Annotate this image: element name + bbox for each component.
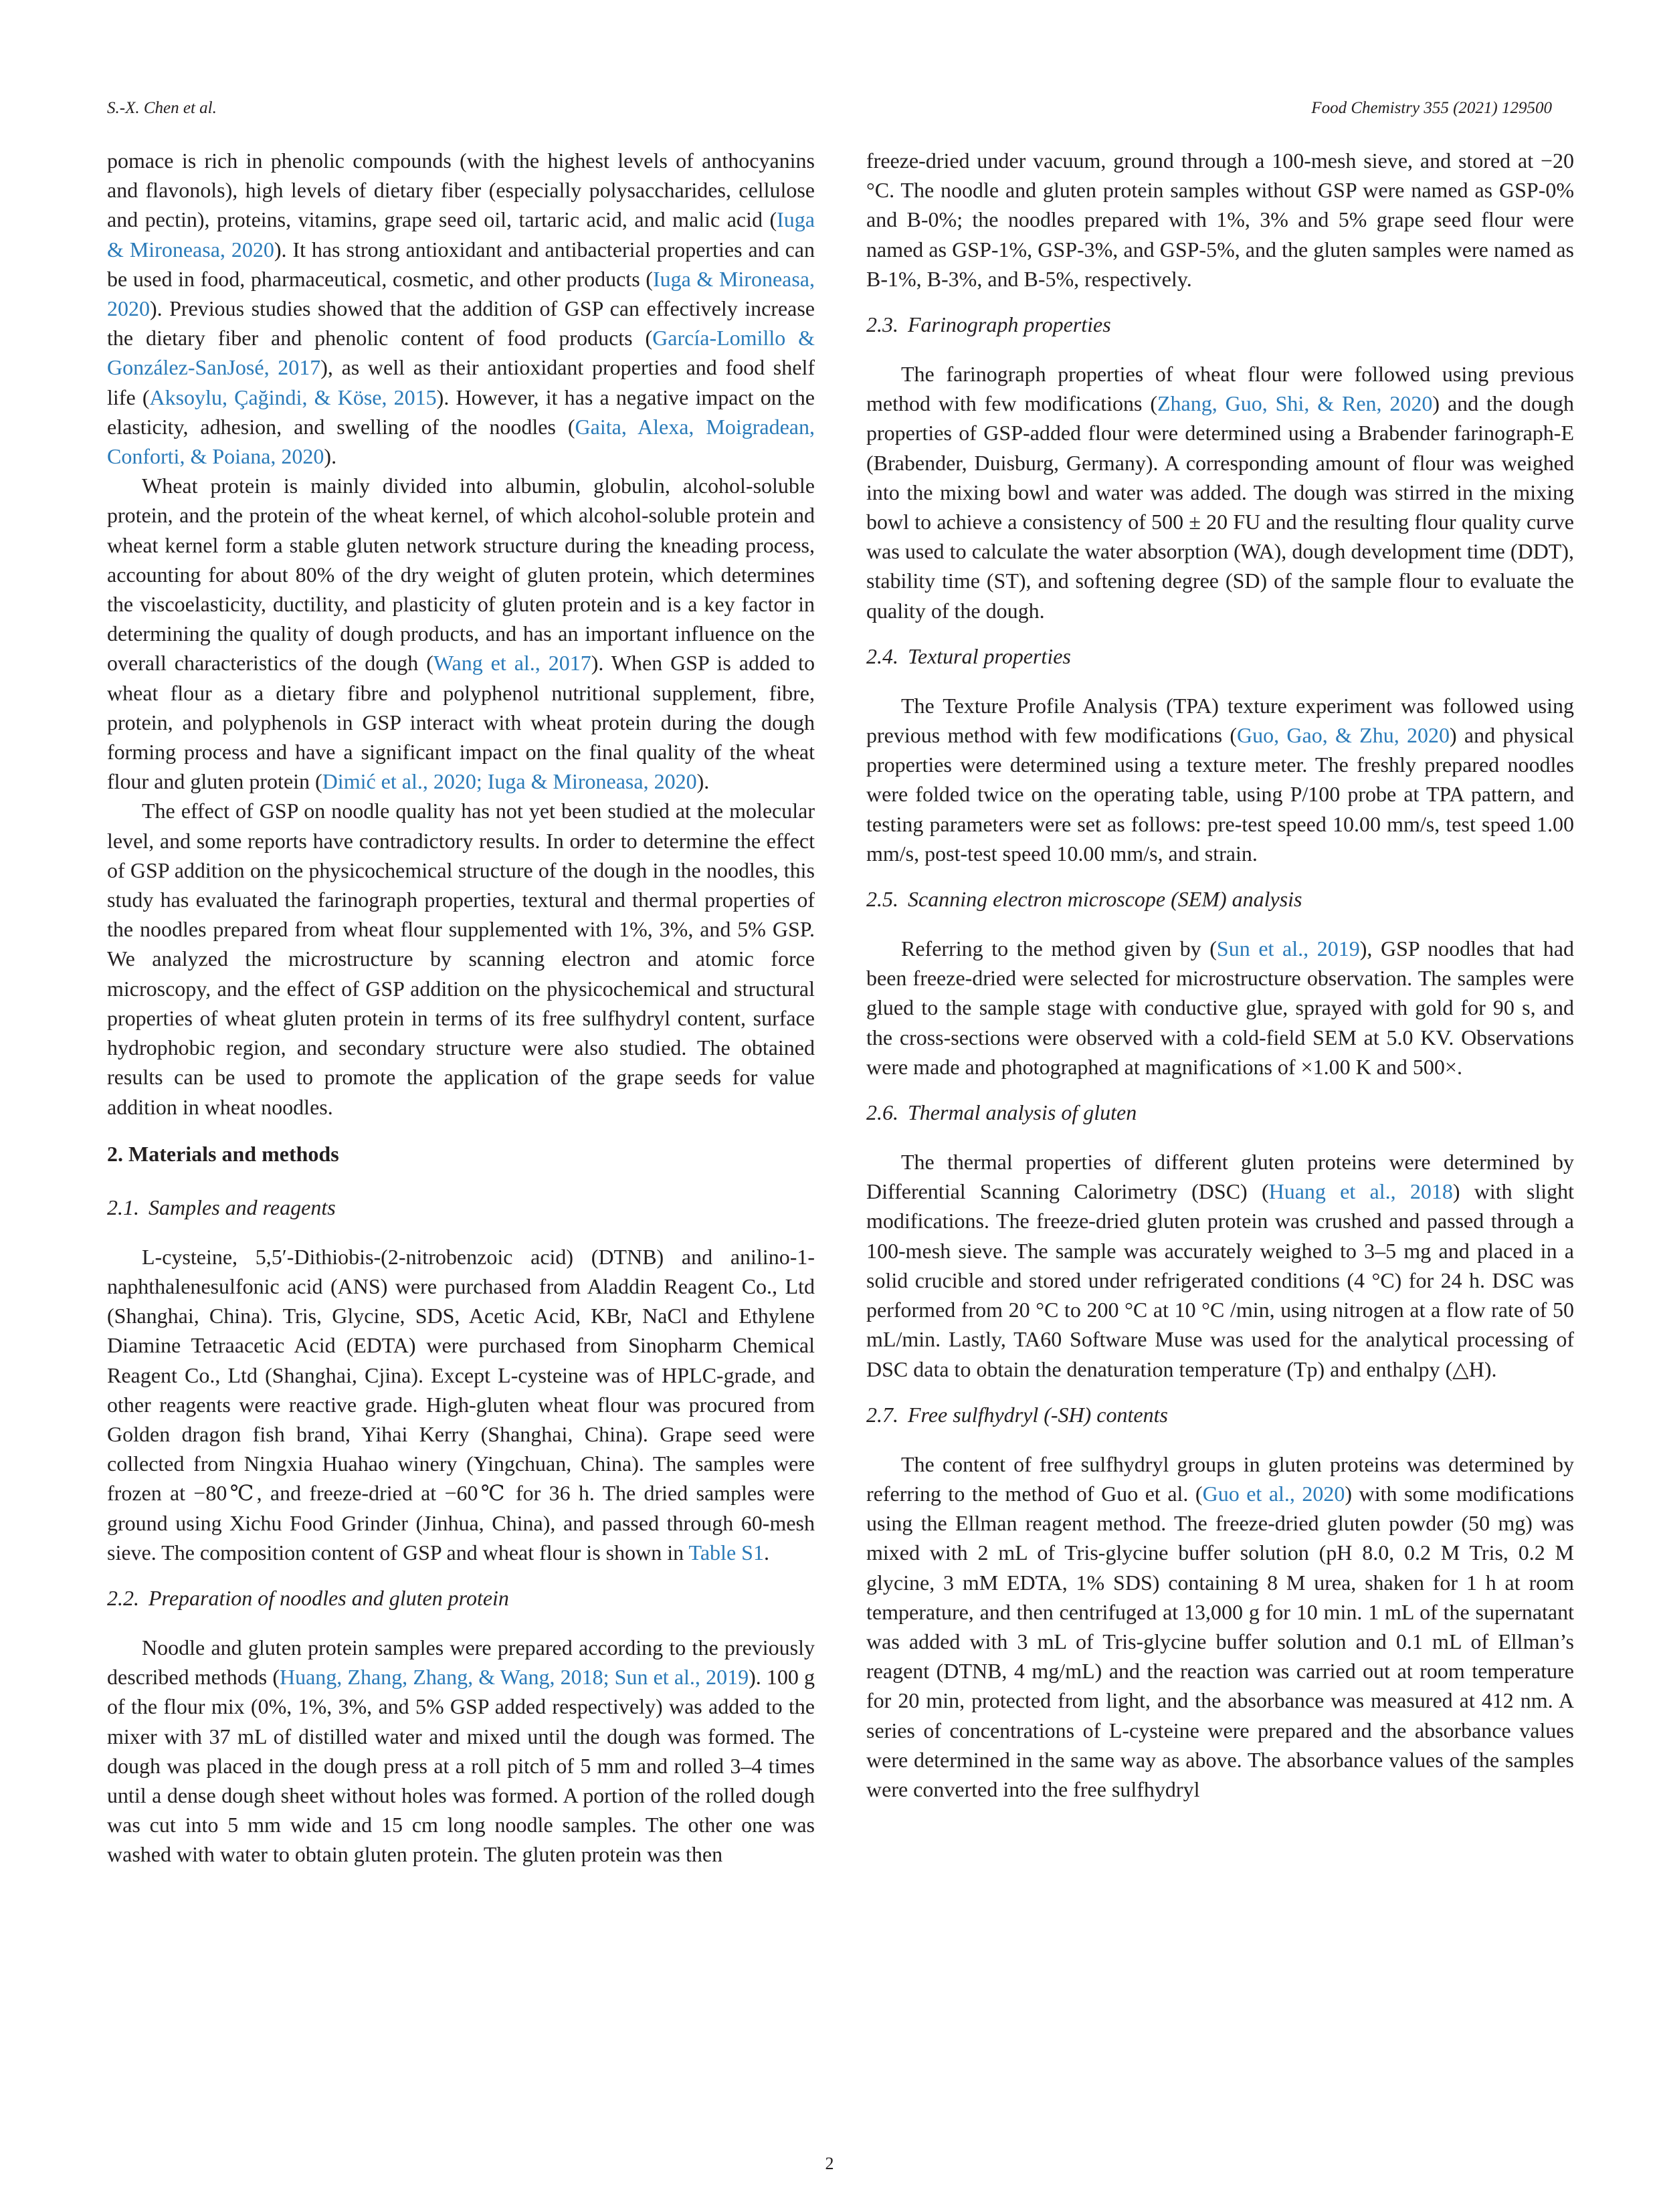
subsection-heading-2-2: 2.2. Preparation of noodles and gluten protein <box>107 1585 509 1610</box>
citation-link[interactable]: Dimić et al., 2020; Iuga & Mironeasa, 2020 <box>322 769 697 794</box>
page-number: 2 <box>825 2154 834 2173</box>
paragraph-sem: Referring to the method given by (Sun et al., 2019), GSP noodles that had been freeze-dried were selected for microstructure observation. The samples were glued to the sample stage with conductive glue, sprayed with gold for 90 s, and the cross-sections were observed with a cold-field SEM at 5.0 KV. Observations were made and photographed at magnifications of ×1.00 K and 500×. <box>866 936 1575 1079</box>
citation-link[interactable]: Huang et al., 2018 <box>1268 1179 1453 1204</box>
citation-link[interactable]: Guo, Gao, & Zhu, 2020 <box>1237 723 1450 748</box>
citation-link[interactable]: Sun et al., 2019 <box>1216 936 1360 961</box>
subsection-heading-2-5: 2.5. Scanning electron microscope (SEM) analysis <box>866 887 1302 912</box>
paragraph-sample-naming: freeze-dried under vacuum, ground through a 100-mesh sieve, and stored at −20 °C. The noodle and gluten protein samples without GSP were named as GSP-0% and B-0%; the noodles prepared with 1%, 3% and 5% grape seed flour were named as GSP-1%, GSP-3%, and GSP-5%, and the gluten samples were named as B-1%, B-3%, and B-5%, respectively. <box>866 148 1574 291</box>
citation-link[interactable]: Aksoylu, Çağindi, & Köse, 2015 <box>149 385 437 409</box>
paragraph-samples-reagents: L-cysteine, 5,5′-Dithiobis-(2-nitrobenzoic acid) (DTNB) and anilino-1-naphthalenesulfonic acid (ANS) were purchased from Aladdin Reagent Co., Ltd (Shanghai, China). Tris, Glycine, SDS, Acetic Acid, KBr, NaCl and Ethylene Diamine Tetraacetic Acid (EDTA) were purchased from Sinopharm Chemical Reagent Co., Ltd (Shanghai, Cjina). Except L-cysteine was of HPLC-grade, and other reagents were reactive grade. High-gluten wheat flour was procured from Golden dragon fish brand, Yihai Kerry (Shanghai, China). Grape seed were collected from Ningxia Huahao winery (Yingchuan, China). The samples were frozen at −80℃, and freeze-dried at −60℃ for 36 h. The dried samples were ground using Xichu Food Grinder (Jinhua, China), and passed through 60-mesh sieve. The composition content of GSP and wheat flour is shown in Table S1. <box>107 1244 815 1565</box>
citation-link[interactable]: Wang et al., 2017 <box>433 651 591 676</box>
table-s1-link[interactable]: Table S1 <box>688 1540 764 1565</box>
running-head-journal: Food Chemistry 355 (2021) 129500 <box>1311 99 1552 117</box>
citation-link[interactable]: Iuga & Mironeasa, 2020 <box>107 207 815 262</box>
citation-link[interactable]: Huang, Zhang, Zhang, & Wang, 2018; Sun et al., 2019 <box>279 1665 749 1690</box>
citation-link[interactable]: Iuga & Mironeasa, 2020 <box>107 266 815 321</box>
paragraph-grape-pomace: pomace is rich in phenolic compounds (with the highest levels of anthocyanins and flavonols), high levels of dietary fiber (especially polysaccharides, cellulose and pectin), proteins, vitamins, grape seed oil, tartaric acid, and malic acid (Iuga & Mironeasa, 2020). It has strong antioxidant and antibacterial properties and can be used in food, pharmaceutical, cosmetic, and other products (Iuga & Mironeasa, 2020). Previous studies showed that the addition of GSP can effectively increase the dietary fiber and phenolic content of food products (García-Lomillo & González-SanJosé, 2017), as well as their antioxidant properties and food shelf life (Aksoylu, Çağindi, & Köse, 2015). However, it has a negative impact on the elasticity, adhesion, and swelling of the noodles (Gaita, Alexa, Moigradean, Conforti, & Poiana, 2020). <box>107 148 815 469</box>
paragraph-noodle-preparation: Noodle and gluten protein samples were prepared according to the previously described methods (Huang, Zhang, Zhang, & Wang, 2018; Sun et al., 2019). 100 g of the flour mix (0%, 1%, 3%, and 5% GSP added respectively) was added to the mixer with 37 mL of distilled water and mixed until the dough was formed. The dough was placed in the dough press at a roll pitch of 5 mm and rolled 3–4 times until a dense dough sheet without holes was formed. A portion of the rolled dough was cut into 5 mm wide and 15 cm long noodle samples. The other one was washed with water to obtain gluten protein. The gluten protein was then <box>107 1635 815 1867</box>
paragraph-farinograph: The farinograph properties of wheat flour were followed using previous method with few modifications (Zhang, Guo, Shi, & Ren, 2020) and the dough properties of GSP-added flour were determined using a Brabender farinograph-E (Brabender, Duisburg, Germany). A corresponding amount of flour was weighed into the mixing bowl and water was added. The dough was stirred in the mixing bowl to achieve a consistency of 500 ± 20 FU and the resulting flour quality curve was used to calculate the water absorption (WA), dough development time (DDT), stability time (ST), and softening degree (SD) of the sample flour to evaluate the quality of the dough. <box>866 362 1575 623</box>
right-column <box>866 146 1574 1804</box>
citation-link[interactable]: García-Lomillo & González-SanJosé, 2017 <box>107 326 815 380</box>
subsection-heading-2-4: 2.4. Textural properties <box>866 643 1071 668</box>
paragraph-study-aim: The effect of GSP on noodle quality has not yet been studied at the molecular level, and some reports have contradictory results. In order to determine the effect of GSP addition on the physicochemical structure of the dough in the noodles, this study has evaluated the farinograph properties, textural and thermal properties of the noodles prepared from wheat flour supplemented with 1%, 3%, and 5% GSP. We analyzed the microstructure by scanning electron and atomic force microscopy, and the effect of GSP addition on the physicochemical and structural properties of wheat gluten protein in terms of its free sulfhydryl content, surface hydrophobic region, and secondary structure were also studied. The obtained results can be used to promote the application of the grape seeds for value addition in wheat noodles. <box>107 799 815 1119</box>
subsection-heading-2-3: 2.3. Farinograph properties <box>866 312 1111 337</box>
section-heading-materials-methods: 2. Materials and methods <box>107 1141 339 1166</box>
subsection-heading-2-1: 2.1. Samples and reagents <box>107 1195 336 1219</box>
paragraph-thermal: The thermal properties of different gluten proteins were determined by Differential Scanning Calorimetry (DSC) (Huang et al., 2018) with slight modifications. The freeze-dried gluten protein was crushed and passed through a 100-mesh sieve. The sample was accurately weighed to 3–5 mg and placed in a solid crucible and stored under refrigerated conditions (4 °C) for 24 h. DSC was performed from 20 °C to 200 °C at 10 °C /min, using nitrogen at a flow rate of 50 mL/min. Lastly, TA60 Software Muse was used for the analytical processing of DSC data to obtain the denaturation temperature (Tp) and enthalpy (△H). <box>866 1150 1575 1381</box>
citation-link[interactable]: Zhang, Guo, Shi, & Ren, 2020 <box>1157 391 1433 416</box>
left-column <box>107 146 815 1870</box>
subsection-heading-2-6: 2.6. Thermal analysis of gluten <box>866 1100 1137 1125</box>
citation-link[interactable]: Guo et al., 2020 <box>1202 1481 1345 1506</box>
subsection-heading-2-7: 2.7. Free sulfhydryl (-SH) contents <box>866 1402 1168 1427</box>
paragraph-textural: The Texture Profile Analysis (TPA) texture experiment was followed using previous method with few modifications (Guo, Gao, & Zhu, 2020) and physical properties were determined using a texture meter. The freshly prepared noodles were folded twice on the operating table, using P/100 probe at TPA pattern, and testing parameters were set as follows: pre-test speed 10.00 mm/s, test speed 1.00 mm/s, post-test speed 10.00 mm/s, and strain. <box>866 693 1575 866</box>
paragraph-free-sulfhydryl: The content of free sulfhydryl groups in gluten proteins was determined by referring to the method of Guo et al. (Guo et al., 2020) with some modifications using the Ellman reagent method. The freeze-dried gluten powder (50 mg) was mixed with 2 mL of Tris-glycine buffer solution (pH 8.0, 0.2 M Tris, 0.2 M glycine, 3 mM EDTA, 1% SDS) containing 8 M urea, shaken for 1 h at room temperature, and then centrifuged at 13,000 g for 10 min. 1 mL of the supernatant was added with 3 mL of Tris-glycine buffer solution and 0.1 mL of Ellman’s reagent (DTNB, 4 mg/mL) and the reaction was carried out at room temperature for 20 min, protected from light, and the absorbance was measured at 412 nm. A series of concentrations of L-cysteine were prepared and the absorbance values were determined in the same way as above. The absorbance values of the samples were converted into the free sulfhydryl <box>866 1451 1575 1801</box>
running-head-authors: S.-X. Chen et al. <box>107 99 217 117</box>
citation-link[interactable]: Gaita, Alexa, Moigradean, Conforti, & Poiana, 2020 <box>107 414 815 469</box>
paragraph-wheat-protein: Wheat protein is mainly divided into albumin, globulin, alcohol-soluble protein, and the protein of the wheat kernel, of which alcohol-soluble protein and wheat kernel form a stable gluten network structure during the kneading process, accounting for about 80% of the dry weight of gluten protein, which determines the viscoelasticity, ductility, and plasticity of gluten protein and is a key factor in determining the quality of dough products, and has an important influence on the overall characteristics of the dough (Wang et al., 2017). When GSP is added to wheat flour as a dietary fibre and polyphenol nutritional supplement, fibre, protein, and polyphenols in GSP interact with wheat protein during the dough forming process and have a significant impact on the final quality of the wheat flour and gluten protein (Dimić et al., 2020; Iuga & Mironeasa, 2020). <box>107 474 815 794</box>
